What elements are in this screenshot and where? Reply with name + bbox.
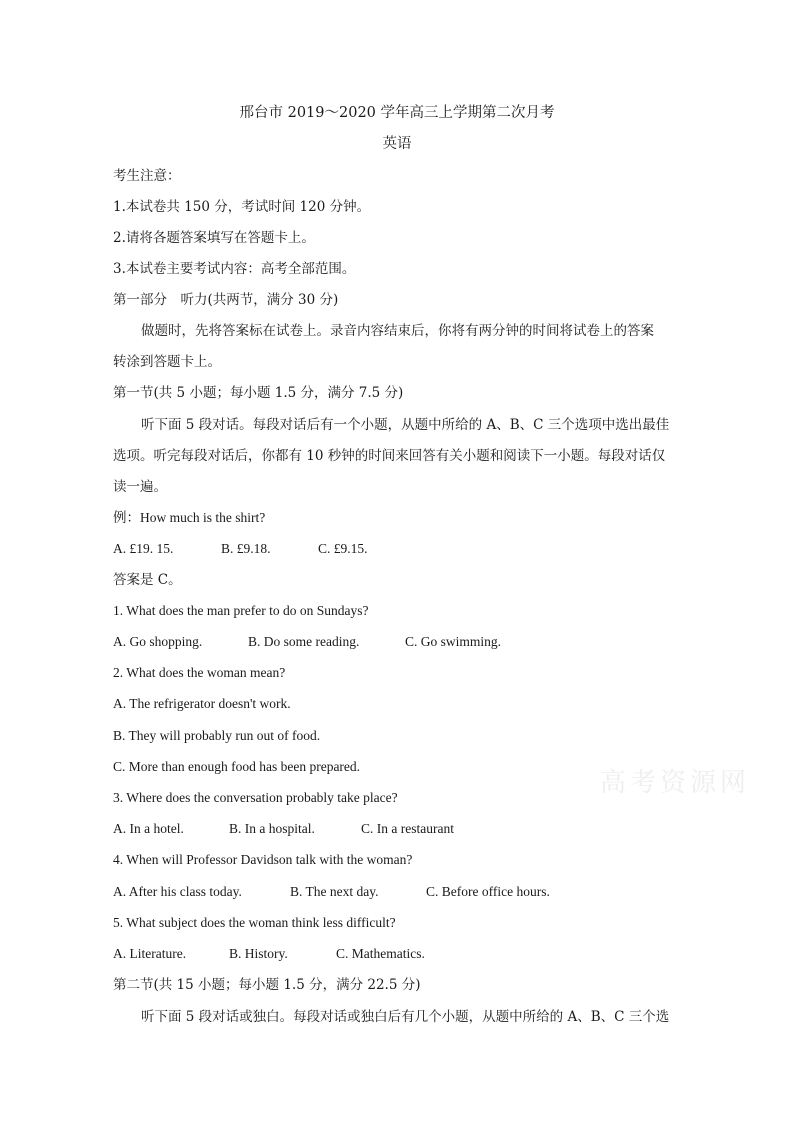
option-a: A. Literature.	[113, 946, 187, 961]
option-c: C. Before office hours.	[426, 884, 550, 899]
question-3: 3. Where does the conversation probably take place?	[113, 790, 398, 805]
example-answer: 答案是 C。	[113, 572, 182, 588]
option-a: A. After his class today.	[113, 884, 242, 899]
option-b: B. The next day.	[290, 884, 379, 899]
exam-title: 邢台市 2019～2020 学年高三上学期第二次月考	[239, 105, 555, 121]
question-2: 2. What does the woman mean?	[113, 665, 286, 680]
option-c: C. Mathematics.	[336, 946, 425, 961]
notice-item: 1.本试卷共 150 分，考试时间 120 分钟。	[113, 199, 371, 215]
part1-instruction: 做题时，先将答案标在试卷上。录音内容结束后，你将有两分钟的时间将试卷上的答案	[141, 323, 654, 339]
part1-instruction: 转涂到答题卡上。	[113, 354, 221, 370]
option-b: B. History.	[229, 946, 288, 961]
section1-instruction: 读一遍。	[113, 479, 167, 495]
option-c: C. In a restaurant	[361, 821, 454, 836]
example-question: 例：How much is the shirt?	[113, 510, 266, 525]
part1-heading: 第一部分 听力(共两节，满分 30 分)	[113, 292, 339, 308]
option-b: B. Do some reading.	[248, 634, 360, 649]
notice-item: 3.本试卷主要考试内容：高考全部范围。	[113, 261, 356, 277]
section1-instruction: 听下面 5 段对话。每段对话后有一个小题，从题中所给的 A、B、C 三个选项中选出最佳	[141, 417, 670, 433]
exam-subject: 英语	[382, 136, 412, 152]
option-c: C. More than enough food has been prepared.	[113, 759, 361, 774]
question-5: 5. What subject does the woman think less difficult?	[113, 915, 396, 930]
option-a: A. In a hotel.	[113, 821, 184, 836]
question-4: 4. When will Professor Davidson talk with the woman?	[113, 852, 413, 867]
notice-item: 2.请将各题答案填写在答题卡上。	[113, 230, 315, 246]
section2-instruction: 听下面 5 段对话或独白。每段对话或独白后有几个小题，从题中所给的 A、B、C 三个选	[141, 1009, 670, 1025]
option-b: B. In a hospital.	[229, 821, 315, 836]
option-b: B. They will probably run out of food.	[113, 728, 321, 743]
option-a: A. Go shopping.	[113, 634, 203, 649]
section1-heading: 第一节(共 5 小题；每小题 1.5 分，满分 7.5 分)	[113, 385, 404, 401]
watermark: 高考资源网	[600, 768, 751, 798]
section1-instruction: 选项。听完每段对话后，你都有 10 秒钟的时间来回答有关小题和阅读下一小题。每段对话仅	[113, 448, 666, 464]
option-a: A. The refrigerator doesn't work.	[113, 696, 291, 711]
example-option: C. £9.15.	[318, 541, 368, 556]
option-c: C. Go swimming.	[405, 634, 502, 649]
example-option: A. £19. 15.	[113, 541, 174, 556]
question-1: 1. What does the man prefer to do on Sundays?	[113, 603, 369, 618]
section2-heading: 第二节(共 15 小题；每小题 1.5 分，满分 22.5 分)	[113, 977, 421, 993]
notice-heading: 考生注意：	[113, 168, 181, 184]
example-option: B. £9.18.	[221, 541, 271, 556]
